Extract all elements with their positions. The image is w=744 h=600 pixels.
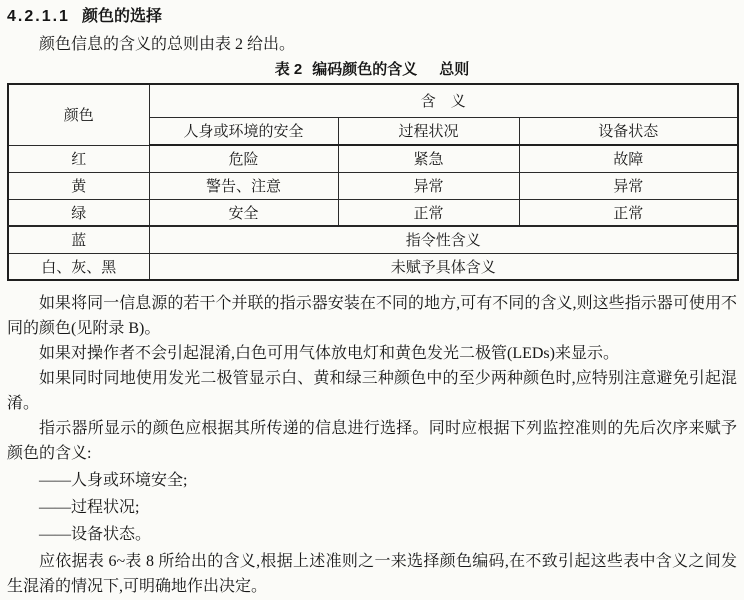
header-cell-color: 颜色 — [8, 84, 149, 145]
color-name-cell: 绿 — [8, 199, 149, 226]
table-row-yellow — [8, 172, 738, 199]
color-meaning-table — [7, 83, 739, 281]
table-header-row-1 — [8, 84, 738, 117]
section-heading — [7, 6, 737, 27]
meaning-cell: 紧急 — [338, 145, 519, 172]
body-paragraph-4: 指示器所显示的颜色应根据其所传递的信息进行选择。同时应根据下列监控准则的先后次序来赋予颜色的含义: — [7, 420, 737, 462]
header-cell-equipment: 设备状态 — [519, 117, 738, 145]
meaning-cell: 正常 — [519, 199, 738, 226]
criteria-item-process: ——过程状况; — [39, 499, 140, 516]
table-row-blue — [8, 226, 738, 253]
body-content — [7, 291, 737, 599]
color-name-cell: 红 — [8, 145, 149, 172]
meaning-cell: 故障 — [519, 145, 738, 172]
meaning-cell: 危险 — [149, 145, 338, 172]
meaning-cell: 警告、注意 — [149, 172, 338, 199]
meaning-cell: 异常 — [519, 172, 738, 199]
merged-meaning-cell: 指令性含义 — [149, 226, 738, 253]
section-number: 4.2.1.1 — [7, 8, 70, 25]
color-name-cell: 白、灰、黑 — [8, 253, 149, 280]
body-paragraph-2: 如果对操作者不会引起混淆,白色可用气体放电灯和黄色发光二极管(LEDs)来显示。 — [39, 345, 619, 362]
table-row-green — [8, 199, 738, 226]
criteria-list — [7, 468, 737, 547]
body-paragraph-3: 如果同时同地使用发光二极管显示白、黄和绿三种颜色中的至少两种颜色时,应特别注意避免引起混淆。 — [7, 370, 737, 412]
meaning-cell: 安全 — [149, 199, 338, 226]
table-caption-label: 表 2 — [274, 61, 303, 78]
table-caption-note: 总则 — [439, 61, 470, 78]
meaning-cell: 异常 — [338, 172, 519, 199]
criteria-item-safety: ——人身或环境安全; — [39, 472, 188, 489]
color-name-cell: 蓝 — [8, 226, 149, 253]
body-paragraph-1: 如果将同一信息源的若干个并联的指示器安装在不同的地方,可有不同的含义,则这些指示器可使用不同的颜色(见附录 B)。 — [7, 295, 737, 337]
merged-meaning-cell: 未赋予具体含义 — [149, 253, 738, 280]
criteria-item-equipment: ——设备状态。 — [39, 526, 152, 543]
closing-paragraph: 应依据表 6~表 8 所给出的含义,根据上述准则之一来选择颜色编码,在不致引起这些表中含义之间发生混淆的情况下,可明确地作出决定。 — [7, 553, 737, 595]
header-cell-meaning: 含 义 — [149, 84, 738, 117]
table-row-white-gray-black — [8, 253, 738, 280]
section-title: 颜色的选择 — [81, 8, 162, 25]
table-row-red — [8, 145, 738, 172]
header-cell-safety: 人身或环境的安全 — [149, 117, 338, 145]
header-cell-process: 过程状况 — [338, 117, 519, 145]
intro-paragraph: 颜色信息的含义的总则由表 2 给出。 — [39, 36, 296, 53]
table-caption-title: 编码颜色的含义 — [312, 61, 418, 78]
meaning-cell: 正常 — [338, 199, 519, 226]
table-caption — [7, 60, 737, 79]
color-name-cell: 黄 — [8, 172, 149, 199]
